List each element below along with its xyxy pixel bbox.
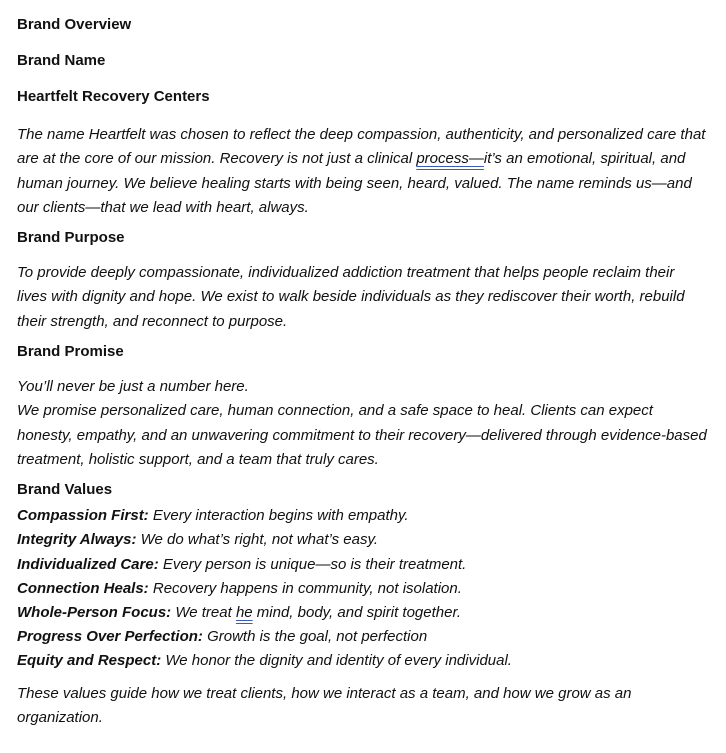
brand-promise-tagline: You’ll never be just a number here. xyxy=(17,378,249,396)
value-term: Compassion First: xyxy=(17,507,149,525)
value-description-end: mind, body, and spirit together. xyxy=(252,604,462,622)
grammar-flagged-word[interactable]: he xyxy=(235,604,253,622)
value-term: Individualized Care: xyxy=(17,555,159,573)
value-item xyxy=(17,601,726,625)
brand-promise-heading: Brand Promise xyxy=(17,343,124,361)
value-description: We do what’s right, not what’s easy. xyxy=(136,531,379,549)
value-term: Whole-Person Focus: xyxy=(17,604,172,622)
value-item xyxy=(17,528,726,552)
value-term: Equity and Respect: xyxy=(17,652,162,670)
value-description: We honor the dignity and identity of every individual. xyxy=(161,652,512,670)
brand-values-list xyxy=(17,504,726,673)
value-term: Progress Over Perfection: xyxy=(17,628,203,646)
value-description: Every interaction begins with empathy. xyxy=(148,507,409,525)
brand-name-paragraph xyxy=(17,123,707,220)
value-description-start: We treat xyxy=(171,604,236,622)
value-term: Integrity Always: xyxy=(17,531,137,549)
value-item xyxy=(17,553,726,577)
value-description: Recovery happens in community, not isolation. xyxy=(148,579,462,597)
value-term: Connection Heals: xyxy=(17,579,149,597)
brand-name-text-start: The name Heartfelt was chosen to reflect the deep compassion, authenticity, and personalized care that are at the core of our mission. Recovery is not just a clinical xyxy=(17,126,706,168)
value-item xyxy=(17,504,726,528)
value-item xyxy=(17,649,726,673)
brand-name-text-end: it’s an emotional, spiritual, and human journey. We believe healing starts with being seen, heard, valued. The name reminds us—and our clients—that we lead with heart, always. xyxy=(17,150,692,216)
brand-purpose-paragraph: To provide deeply compassionate, individualized addiction treatment that helps people reclaim their lives with dignity and hope. We exist to walk beside individuals as they rediscover their worth, rebuild their strength, and reconnect to purpose. xyxy=(17,264,685,330)
value-item xyxy=(17,625,726,649)
value-description: Growth is the goal, not perfection xyxy=(202,628,428,646)
brand-promise-paragraph: We promise personalized care, human connection, and a safe space to heal. Clients can expect honesty, empathy, and an unwavering commitment to their recovery—delivered through evidence-based treatment, holistic support, and a team that truly cares. xyxy=(17,402,707,468)
brand-purpose-heading: Brand Purpose xyxy=(17,229,125,247)
document-title: Brand Overview xyxy=(17,16,132,33)
value-item xyxy=(17,577,726,601)
brand-name-heading: Brand Name xyxy=(17,52,106,69)
brand-name-value: Heartfelt Recovery Centers xyxy=(17,88,210,105)
brand-values-heading: Brand Values xyxy=(17,481,113,499)
brand-values-closing-paragraph: These values guide how we treat clients, how we interact as a team, and how we grow as an organization. xyxy=(17,684,632,726)
grammar-flagged-word[interactable]: process— xyxy=(416,150,484,168)
value-description: Every person is unique—so is their treatment. xyxy=(158,555,467,573)
